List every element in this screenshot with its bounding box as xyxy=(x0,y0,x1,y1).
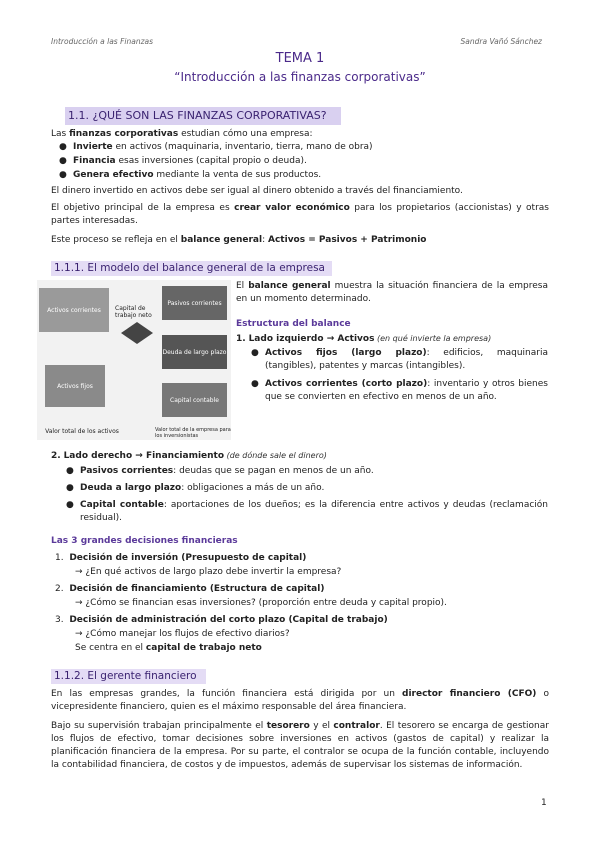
figure-box: Activos corrientes xyxy=(39,288,109,332)
decision-question: → ¿En qué activos de largo plazo debe invertir la empresa? xyxy=(75,567,342,577)
decision-item: 1. Decisión de inversión (Presupuesto de capital) xyxy=(55,553,307,563)
figure-label: Valor total de los activos xyxy=(45,427,119,435)
list-item: ● Activos fijos (largo plazo): edificios, maquinaria (tangibles), patentes y marcas (intangibles). xyxy=(251,348,548,371)
figure-label: Valor total de la empresa para los inversionistas xyxy=(155,427,231,439)
intro-line: Las finanzas corporativas estudian cómo una empresa: xyxy=(51,129,313,139)
list-item: ● Genera efectivo mediante la venta de sus productos. xyxy=(59,170,322,180)
doc-title: TEMA 1 xyxy=(275,51,325,66)
paragraph: El balance general muestra la situación financiera de la empresa en un momento determinado. xyxy=(236,281,548,304)
section-heading-1-1-2: 1.1.2. El gerente financiero xyxy=(51,669,206,684)
decision-item: 3. Decisión de administración del corto plazo (Capital de trabajo) xyxy=(55,615,388,625)
list-item: ● Invierte en activos (maquinaria, inventario, tierra, mano de obra) xyxy=(59,142,373,152)
subheading: Las 3 grandes decisiones financieras xyxy=(51,536,238,546)
header-right: Sandra Vañó Sánchez xyxy=(460,37,542,46)
figure-box: Deuda de largo plazo xyxy=(162,335,227,369)
section-heading-1-1: 1.1. ¿QUÉ SON LAS FINANZAS CORPORATIVAS? xyxy=(65,107,341,125)
list-item: ● Activos corrientes (corto plazo): inventario y otros bienes que se convierten en efectivo en menos de un año. xyxy=(251,379,548,402)
paragraph: Bajo su supervisión trabajan principalmente el tesorero y el contralor. El tesorero se encarga de gestionar los flujos de efectivo, tomar decisiones sobre inversiones en activos (gastos de capital) y realizar la planificación financiera de la empresa. Por su parte, el contralor se ocupa de la función contable, incluyendo la contabilidad financiera, de costos y de impuestos, además de supervisar los sistemas de información. xyxy=(51,721,549,770)
figure-box: Activos fijos xyxy=(45,365,105,407)
paragraph: El objetivo principal de la empresa es crear valor económico para los propietarios (accionistas) y otras partes interesadas. xyxy=(51,203,549,226)
paragraph: En las empresas grandes, la función financiera está dirigida por un director financiero (CFO) o vicepresidente financiero, quien es el máximo responsable del área financiera. xyxy=(51,689,550,712)
figure-box: Pasivos corrientes xyxy=(162,286,227,320)
paragraph: Este proceso se refleja en el balance general: Activos = Pasivos + Patrimonio xyxy=(51,235,427,245)
list-item: ● Deuda a largo plazo: obligaciones a más de un año. xyxy=(66,483,325,493)
figure-box: Capital contable xyxy=(162,383,227,417)
list-item: ● Pasivos corrientes: deudas que se pagan en menos de un año. xyxy=(66,466,374,476)
decision-question: → ¿Cómo se financian esas inversiones? (proporción entre deuda y capital propio). xyxy=(75,598,447,608)
list-item: 1. Lado izquierdo → Activos (en qué invierte la empresa) xyxy=(236,334,492,344)
subheading: Estructura del balance xyxy=(236,319,351,329)
arrow-icon xyxy=(117,320,157,346)
decision-note: Se centra en el capital de trabajo neto xyxy=(75,643,262,653)
list-item: ● Financia esas inversiones (capital propio o deuda). xyxy=(59,156,307,166)
header-left: Introducción a las Finanzas xyxy=(51,37,154,46)
decision-question: → ¿Cómo manejar los flujos de efectivo diarios? xyxy=(75,629,290,639)
paragraph: El dinero invertido en activos debe ser igual al dinero obtenido a través del financiamiento. xyxy=(51,186,463,196)
section-heading-1-1-1: 1.1.1. El modelo del balance general de la empresa xyxy=(51,261,332,276)
balance-sheet-figure xyxy=(37,280,231,440)
list-item: 2. Lado derecho → Financiamiento (de dónde sale el dinero) xyxy=(51,451,327,461)
decision-item: 2. Decisión de financiamiento (Estructura de capital) xyxy=(55,584,325,594)
list-item: ● Capital contable: aportaciones de los dueños; es la diferencia entre activos y deudas (reclamación residual). xyxy=(66,500,549,523)
doc-subtitle: “Introducción a las finanzas corporativas” xyxy=(174,70,426,84)
page-number: 1 xyxy=(541,798,547,808)
figure-label: Capital de trabajo neto xyxy=(115,305,152,319)
